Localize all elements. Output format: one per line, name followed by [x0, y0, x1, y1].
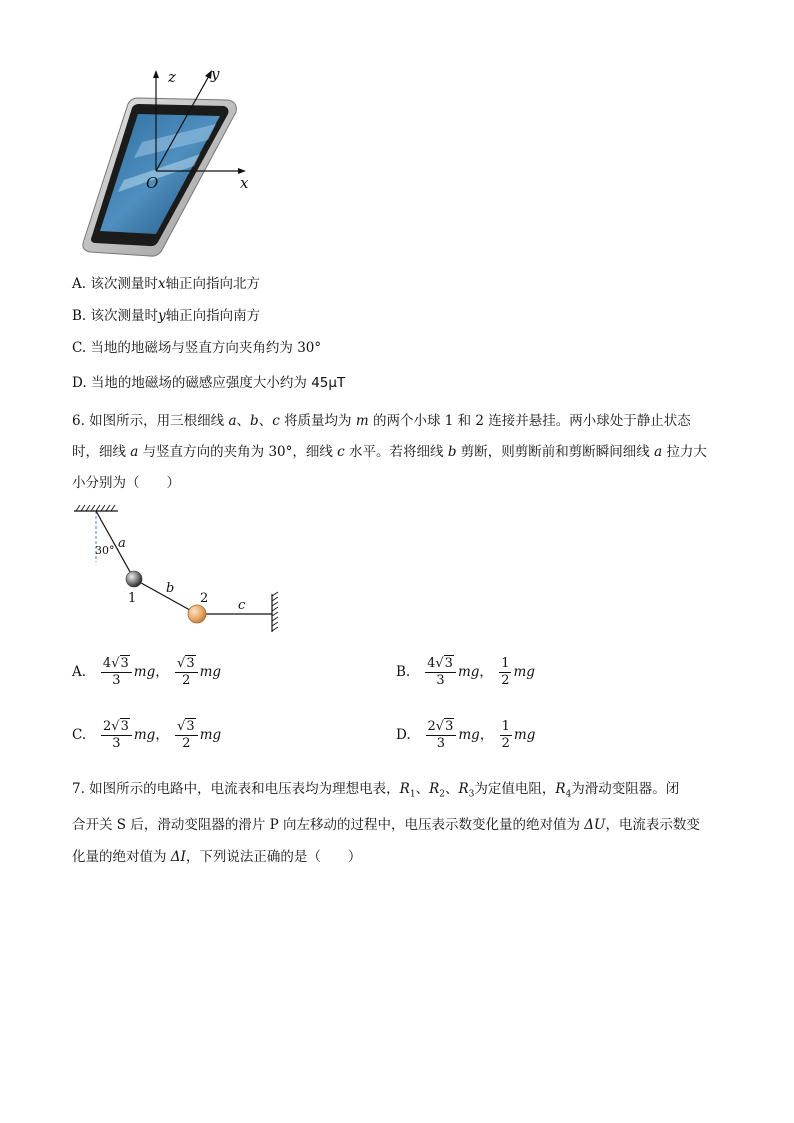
- q6-option-c[interactable]: C. $\frac{2√3}{3}$ mg， $\frac{√3}{2}$ mg: [72, 719, 222, 751]
- q7-stem-line3: 化量的绝对值为 ΔI，下列说法正确的是（ ）: [72, 849, 362, 865]
- ball-1: [126, 571, 142, 587]
- hanging-balls-figure: [70, 502, 285, 642]
- q7-stem-line1: 7. 如图所示的电路中，电流表和电压表均为理想电表，$R_1$、$R_2$、$R_3$为定值电阻，$R_4$为滑动变阻器。闭: [72, 781, 680, 800]
- string-c-label: c: [238, 598, 246, 613]
- q6-option-d[interactable]: D. $\frac{2√3}{3}$ mg， $\frac{1}{2}$ mg: [396, 719, 536, 751]
- angle-label: 30°: [95, 544, 115, 557]
- axis-label-y: y: [211, 65, 220, 83]
- string-b-label: b: [166, 581, 175, 596]
- q7-stem-line2: 合开关 S 后，滑动变阻器的滑片 P 向左移动的过程中，电压表示数变化量的绝对值为 ΔU，电流表示数变: [72, 817, 700, 833]
- q6-stem-line3: 小分别为（ ）: [72, 475, 180, 491]
- q6-stem-line1: 6. 如图所示，用三根细线 a、b、c 将质量均为 m 的两个小球 1 和 2 连接并悬挂。两小球处于静止状态: [72, 413, 691, 429]
- ball-1-label: 1: [128, 591, 137, 606]
- axis-label-x: x: [240, 174, 249, 192]
- q5-option-d[interactable]: D. 当地的地磁场的磁感应强度大小约为 45μT: [72, 375, 346, 391]
- axis-label-z: z: [168, 68, 176, 86]
- ball-2-label: 2: [200, 591, 209, 606]
- q5-option-b[interactable]: B. 该次测量时y轴正向指向南方: [72, 308, 261, 324]
- origin-label: O: [146, 174, 159, 192]
- phone-axes-figure: [76, 62, 276, 267]
- string-a-label: a: [118, 536, 126, 551]
- q6-option-a[interactable]: A. $\frac{4√3}{3}$ mg， $\frac{√3}{2}$ mg: [72, 656, 222, 688]
- q6-option-b[interactable]: B. $\frac{4√3}{3}$ mg， $\frac{1}{2}$ mg: [396, 656, 535, 688]
- q5-option-c[interactable]: C. 当地的地磁场与竖直方向夹角约为 30°: [72, 340, 322, 356]
- q6-stem-line2: 时，细线 a 与竖直方向的夹角为 30°，细线 c 水平。若将细线 b 剪断，则剪断前和剪断瞬间细线 a 拉力大: [72, 444, 707, 460]
- q5-option-a[interactable]: A. 该次测量时x轴正向指向北方: [72, 276, 260, 292]
- ball-2: [188, 605, 206, 623]
